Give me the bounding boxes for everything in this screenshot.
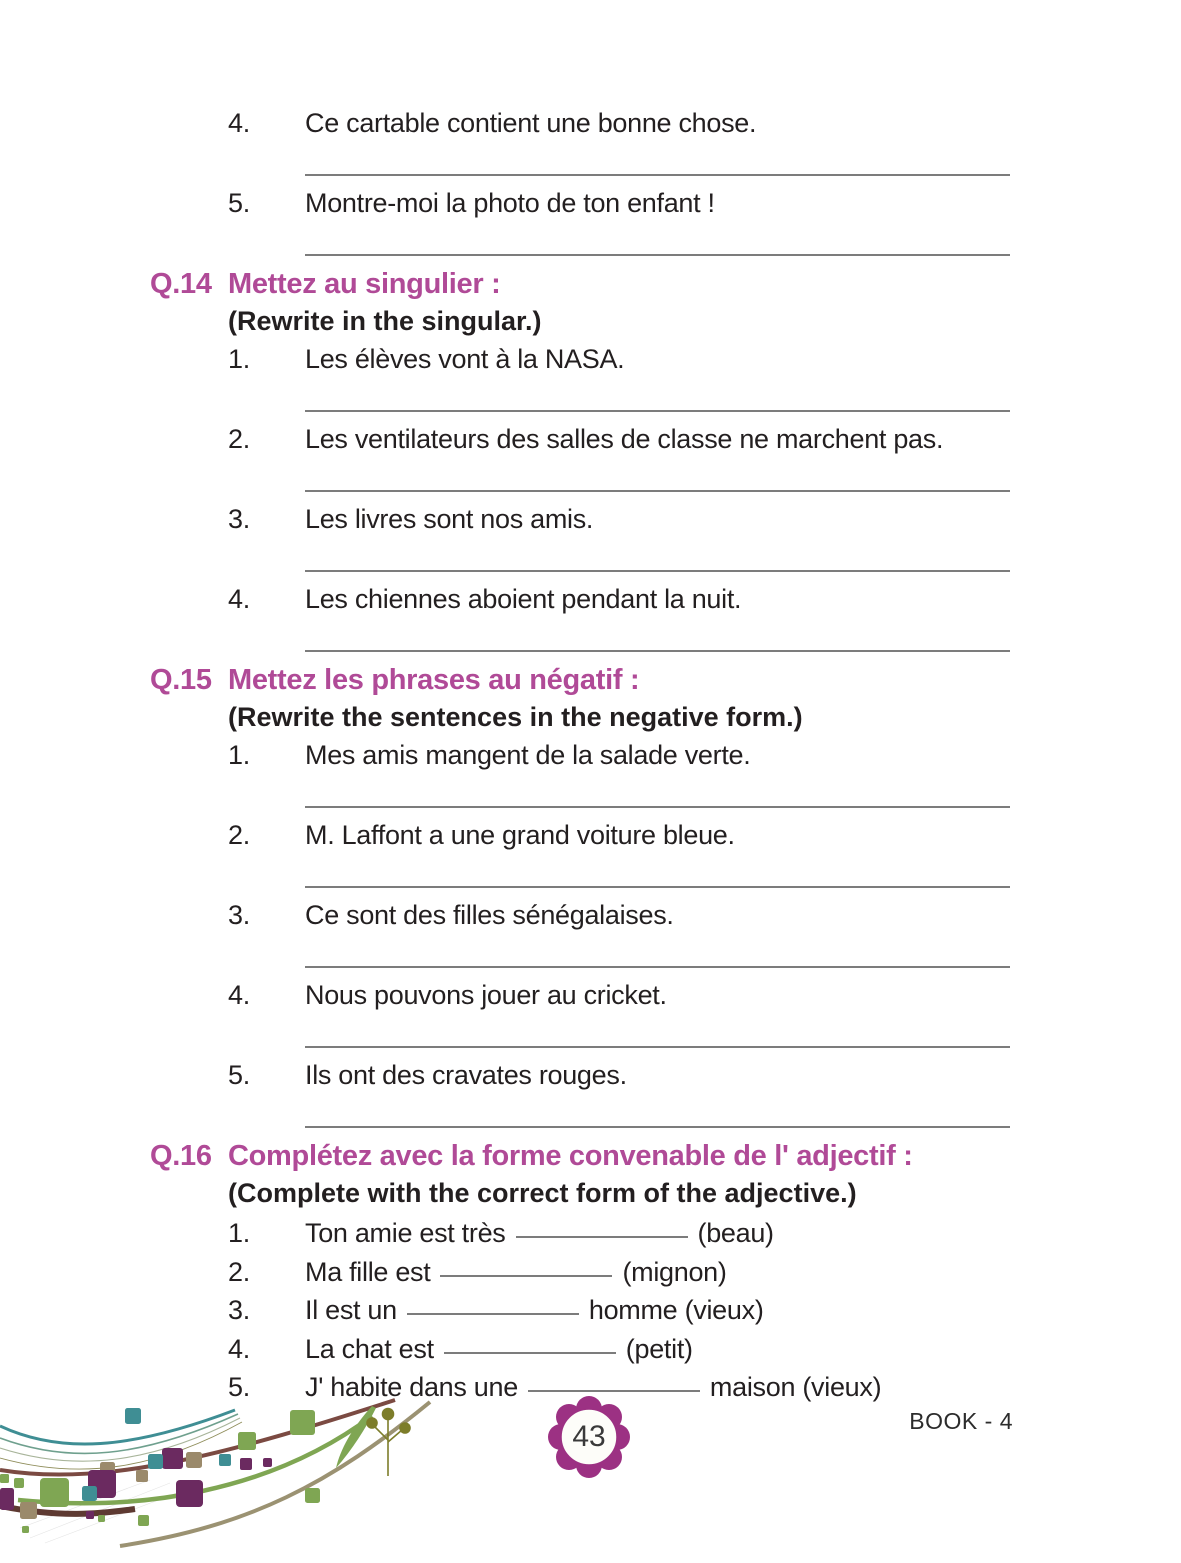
exercise-item-row xyxy=(150,106,1012,140)
answer-writing-line xyxy=(305,490,1010,492)
sentence-before-blank: Ton amie est très xyxy=(305,1218,506,1248)
exercise-item xyxy=(150,342,1012,412)
page-content xyxy=(150,106,1012,1407)
exercise-item-row xyxy=(150,898,1012,932)
answer-writing-line xyxy=(305,254,1010,256)
item-sentence: M. Laffont a une grand voiture bleue. xyxy=(305,820,735,850)
item-sentence xyxy=(305,1214,774,1253)
item-sentence: Les chiennes aboient pendant la nuit. xyxy=(305,584,742,614)
item-number: 3. xyxy=(228,1295,250,1325)
section-label: Q.14 xyxy=(150,268,212,300)
item-number: 1. xyxy=(228,740,250,770)
exercise-item-row xyxy=(150,186,1012,220)
section-q14 xyxy=(150,266,1012,652)
answer-writing-line xyxy=(305,410,1010,412)
sentence-before-blank: Il est un xyxy=(305,1295,397,1325)
item-sentence: Mes amis mangent de la salade verte. xyxy=(305,740,751,770)
item-sentence: Les livres sont nos amis. xyxy=(305,504,594,534)
item-sentence: Les ventilateurs des salles de classe ne marchent pas. xyxy=(305,424,944,454)
exercise-item xyxy=(150,1058,1012,1128)
page-number: 43 xyxy=(572,1420,606,1453)
item-number: 1. xyxy=(228,1218,250,1248)
book-label: BOOK - 4 xyxy=(909,1408,1013,1434)
item-sentence: Ce sont des filles sénégalaises. xyxy=(305,900,674,930)
exercise-item xyxy=(150,502,1012,572)
section-label: Q.15 xyxy=(150,664,212,696)
section-label: Q.16 xyxy=(150,1140,212,1172)
section-q15 xyxy=(150,662,1012,1128)
section-heading xyxy=(150,662,1012,698)
item-number: 4. xyxy=(228,980,250,1010)
section-title-french: Mettez les phrases au négatif : xyxy=(228,664,640,696)
section-title-english: (Rewrite the sentences in the negative form.) xyxy=(228,702,803,732)
exercise-item-row xyxy=(150,738,1012,772)
item-number: 3. xyxy=(228,900,250,930)
section-q16 xyxy=(150,1138,1012,1407)
fill-in-blank-line xyxy=(407,1313,579,1315)
exercise-item xyxy=(150,818,1012,888)
exercise-item-row xyxy=(150,422,1012,456)
exercise-item-row xyxy=(150,818,1012,852)
answer-writing-line xyxy=(305,570,1010,572)
sentence-after-blank: homme (vieux) xyxy=(588,1295,764,1325)
item-number: 5. xyxy=(228,1060,250,1090)
exercise-item xyxy=(150,422,1012,492)
item-number: 3. xyxy=(228,504,250,534)
sentence-before-blank: J' habite dans une xyxy=(305,1372,518,1402)
exercise-item xyxy=(150,898,1012,968)
answer-writing-line xyxy=(305,806,1010,808)
sentence-before-blank: La chat est xyxy=(305,1333,434,1364)
item-sentence xyxy=(305,1253,727,1292)
decorative-swoosh-squares-graphic xyxy=(0,1388,470,1556)
fill-in-blank-line xyxy=(444,1352,616,1354)
item-number: 2. xyxy=(228,424,250,454)
sentence-after-blank: (mignon) xyxy=(622,1256,727,1287)
section-title-french: Complétez avec la forme convenable de l' adjectif : xyxy=(228,1140,913,1172)
flower-page-number-badge xyxy=(548,1396,630,1482)
answer-writing-line xyxy=(305,886,1010,888)
section-title-english: (Rewrite in the singular.) xyxy=(228,306,542,336)
fill-in-blank-line xyxy=(440,1275,612,1277)
item-number: 2. xyxy=(228,820,250,850)
fill-in-item-row xyxy=(150,1214,1012,1253)
answer-writing-line xyxy=(305,650,1010,652)
exercise-item xyxy=(150,738,1012,808)
exercise-item-row xyxy=(150,1058,1012,1092)
item-number: 5. xyxy=(228,188,250,218)
item-sentence: Montre-moi la photo de ton enfant ! xyxy=(305,188,715,218)
fill-in-item-row xyxy=(150,1291,1012,1330)
exercise-sections xyxy=(150,266,1012,1407)
section-heading xyxy=(150,266,1012,302)
section-title-french: Mettez au singulier : xyxy=(228,268,501,300)
item-sentence: Les élèves vont à la NASA. xyxy=(305,344,625,374)
answer-writing-line xyxy=(305,966,1010,968)
exercise-item xyxy=(150,978,1012,1048)
exercise-item xyxy=(150,582,1012,652)
item-number: 4. xyxy=(228,108,250,138)
item-sentence: Ce cartable contient une bonne chose. xyxy=(305,108,757,138)
fill-in-item-row xyxy=(150,1330,1012,1369)
answer-writing-line xyxy=(305,1046,1010,1048)
item-number: 2. xyxy=(228,1256,250,1287)
sentence-after-blank: (beau) xyxy=(697,1218,774,1248)
exercise-item xyxy=(150,106,1012,176)
item-number: 1. xyxy=(228,344,250,374)
item-sentence: Nous pouvons jouer au cricket. xyxy=(305,980,667,1010)
exercise-item xyxy=(150,186,1012,256)
section-heading xyxy=(150,1138,1012,1174)
sentence-before-blank: Ma fille est xyxy=(305,1256,431,1287)
exercise-item-row xyxy=(150,502,1012,536)
answer-writing-line xyxy=(305,174,1010,176)
exercise-item-row xyxy=(150,978,1012,1012)
item-number: 4. xyxy=(228,1333,250,1364)
leading-exercise-items xyxy=(150,106,1012,256)
exercise-item-row xyxy=(150,582,1012,616)
sentence-after-blank: maison (vieux) xyxy=(709,1372,882,1402)
sentence-after-blank: (petit) xyxy=(625,1333,693,1364)
section-title-english: (Complete with the correct form of the adjective.) xyxy=(228,1178,857,1208)
fill-in-blank-line xyxy=(516,1236,688,1238)
item-sentence xyxy=(305,1291,764,1330)
fill-in-blank-line xyxy=(528,1390,700,1392)
item-sentence xyxy=(305,1330,693,1369)
item-sentence: Ils ont des cravates rouges. xyxy=(305,1060,627,1090)
fill-in-item-row xyxy=(150,1253,1012,1292)
item-number: 5. xyxy=(228,1372,250,1402)
exercise-item-row xyxy=(150,342,1012,376)
answer-writing-line xyxy=(305,1126,1010,1128)
item-number: 4. xyxy=(228,584,250,614)
